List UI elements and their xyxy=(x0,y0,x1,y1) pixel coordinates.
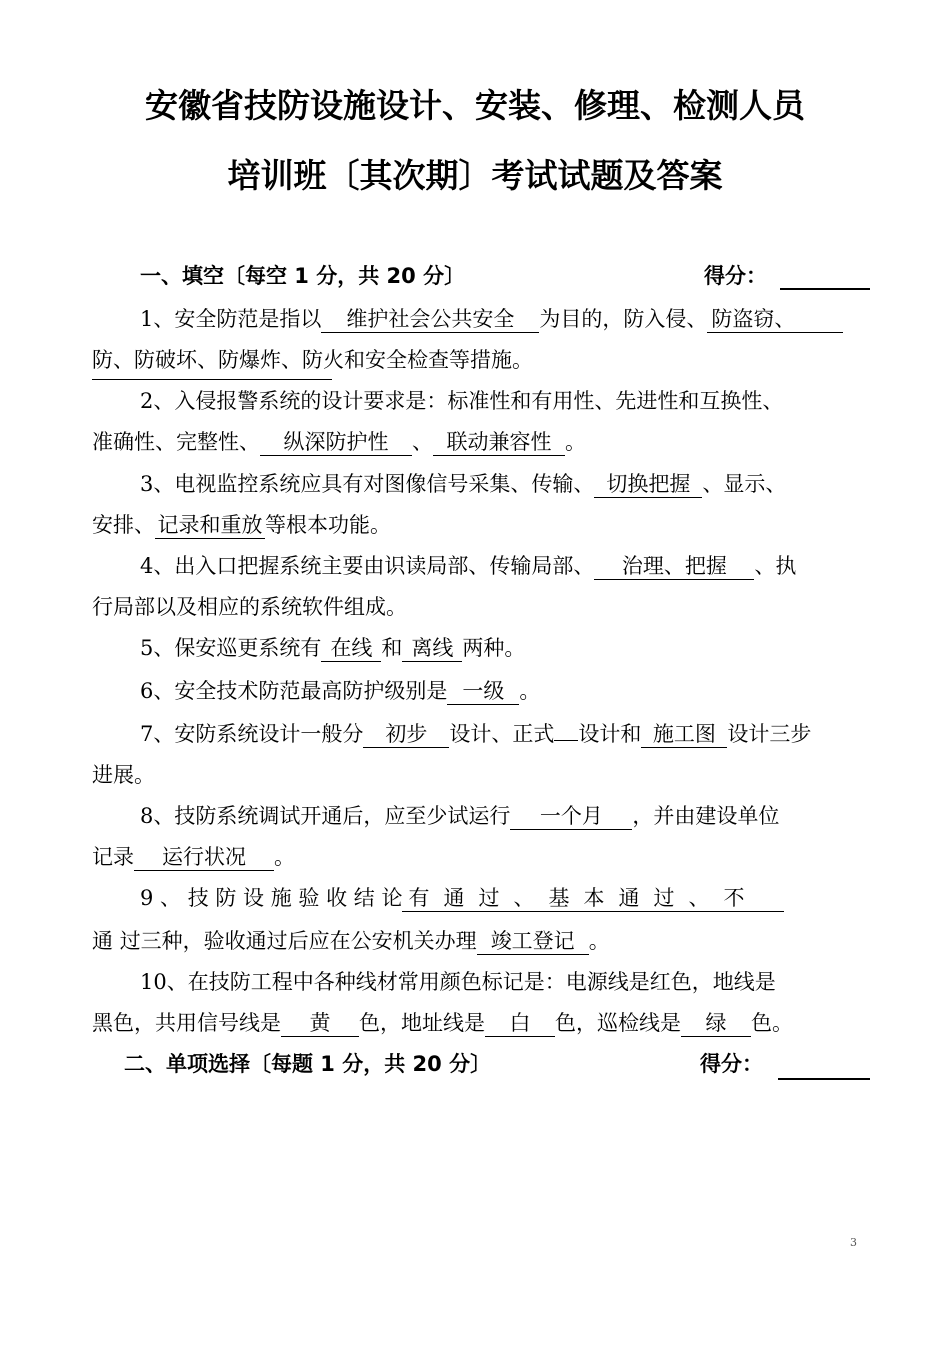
q10-text-a: 黑色，共用信号线是 xyxy=(92,1011,281,1035)
question-4-line2: 行局部以及相应的系统软件组成。 xyxy=(92,595,407,619)
q2-text-d: 。 xyxy=(565,430,586,454)
q8-text-a: 8、技防系统调试开通后，应至少试运行 xyxy=(140,804,511,828)
q1-blank-2-continuation xyxy=(92,379,332,380)
page-number: 3 xyxy=(850,1236,857,1249)
question-7-line2: 进展。 xyxy=(92,763,155,787)
question-2-line2 xyxy=(92,428,586,456)
question-8-line2 xyxy=(92,843,295,871)
q3-blank-2[interactable]: 记录和重放 xyxy=(155,512,265,539)
q7-text-a: 7、安防系统设计一般分 xyxy=(140,722,364,746)
q2-text-c: 、 xyxy=(412,430,433,454)
q8-text-c: ，并由建设单位 xyxy=(632,804,780,828)
section1-score-field[interactable] xyxy=(780,264,870,290)
q7-text-e: 设计三步 xyxy=(727,722,812,746)
q8-blank-2[interactable]: 运行状况 xyxy=(134,844,274,871)
question-5-line xyxy=(140,634,525,662)
q9-text-line2a: 通 xyxy=(92,929,113,953)
q6-text-a: 6、安全技术防范最高防护级别是 xyxy=(140,679,448,703)
q9-text-a: 9 、 技 防 设 施 验 收 结 论 xyxy=(140,886,403,910)
q2-text-a: 准确性、完整性、 xyxy=(92,430,260,454)
question-6-line xyxy=(140,677,540,705)
q9-blank-2[interactable]: 竣工登记 xyxy=(477,928,589,955)
q7-blank-2[interactable] xyxy=(554,740,578,741)
question-7-line1 xyxy=(140,720,811,748)
section1-heading: 一、填空〔每空 1 分，共 20 分〕 xyxy=(140,264,466,288)
question-10-line2 xyxy=(92,1009,793,1037)
q10-blank-2[interactable]: 白 xyxy=(485,1010,555,1037)
q4-blank-1[interactable]: 治理、把握 xyxy=(594,553,754,580)
q1-blank-1[interactable]: 维护社会公共安全 xyxy=(321,306,539,333)
q2-blank-2[interactable]: 联动兼容性 xyxy=(433,429,565,456)
q10-blank-3[interactable]: 绿 xyxy=(681,1010,751,1037)
question-9-line2 xyxy=(92,927,610,955)
q6-blank-1[interactable]: 一级 xyxy=(447,678,519,705)
q5-text-d: 两种。 xyxy=(462,636,526,660)
q10-text-c: 色，地址线是 xyxy=(359,1011,485,1035)
section2-score-label: 得分： xyxy=(700,1052,763,1076)
q10-blank-1[interactable]: 黄 xyxy=(281,1010,359,1037)
q3-text-a: 3、电视监控系统应具有对图像信号采集、传输、 xyxy=(140,472,595,496)
q10-text-d: 色，巡检线是 xyxy=(555,1011,681,1035)
q5-text-c: 和 xyxy=(381,636,403,660)
q3-text-d: 安排、 xyxy=(92,513,155,537)
q2-blank-1[interactable]: 纵深防护性 xyxy=(260,429,412,456)
q9-text-line2c: 。 xyxy=(588,929,610,953)
q4-text-c: 、执 xyxy=(754,554,797,578)
question-1-line1 xyxy=(140,305,843,333)
q10-text-e: 色。 xyxy=(751,1011,793,1035)
q1-text-a: 1、安全防范是指以 xyxy=(140,307,322,331)
q7-blank-1[interactable]: 初步 xyxy=(363,721,449,748)
question-2-line1: 2、入侵报警系统的设计要求是：标准性和有用性、先进性和互换性、 xyxy=(140,389,784,413)
question-10-line1: 10、在技防工程中各种线材常用颜色标记是：电源线是红色，地线是 xyxy=(140,970,776,994)
q3-text-c: 、显示、 xyxy=(702,472,787,496)
q7-text-c: 设计、正式 xyxy=(449,722,555,746)
q5-text-a: 5、保安巡更系统有 xyxy=(140,636,322,660)
q1-blank-2[interactable]: 防盗窃、 xyxy=(707,306,843,333)
q9-text-line2b: 过三种，验收通过后应在公安机关办理 xyxy=(119,929,477,953)
question-1-line2: 防、防破坏、防爆炸、防火和安全检查等措施。 xyxy=(92,348,533,372)
q5-blank-2[interactable]: 离线 xyxy=(402,635,462,662)
question-3-line2 xyxy=(92,511,391,539)
q7-blank-3[interactable]: 施工图 xyxy=(641,721,727,748)
q7-text-d: 设计和 xyxy=(578,722,642,746)
section2-score-field[interactable] xyxy=(778,1054,870,1080)
q8-text-e: 。 xyxy=(274,845,295,869)
document-title-line2: 培训班〔其次期〕考试试题及答案 xyxy=(227,156,723,195)
q3-blank-1[interactable]: 切换把握 xyxy=(594,471,702,498)
section1-score-label: 得分： xyxy=(704,264,767,288)
section2-heading: 二、单项选择〔每题 1 分，共 20 分〕 xyxy=(124,1052,492,1076)
q3-text-e: 等根本功能。 xyxy=(265,513,391,537)
document-title-line1: 安徽省技防设施设计、安装、修理、检测人员 xyxy=(145,86,805,125)
q8-blank-1[interactable]: 一个月 xyxy=(510,803,632,830)
question-4-line1 xyxy=(140,552,796,580)
question-8-line1 xyxy=(140,802,779,830)
q6-text-c: 。 xyxy=(519,679,541,703)
q5-blank-1[interactable]: 在线 xyxy=(321,635,381,662)
q1-text-c: 为目的，防入侵、 xyxy=(539,307,708,331)
question-3-line1 xyxy=(140,470,786,498)
question-9-line1 xyxy=(140,884,784,912)
q9-blank-1[interactable]: 有通过、基本通过、不 xyxy=(402,885,784,912)
q4-text-a: 4、出入口把握系统主要由识读局部、传输局部、 xyxy=(140,554,595,578)
q8-text-d: 记录 xyxy=(92,845,134,869)
